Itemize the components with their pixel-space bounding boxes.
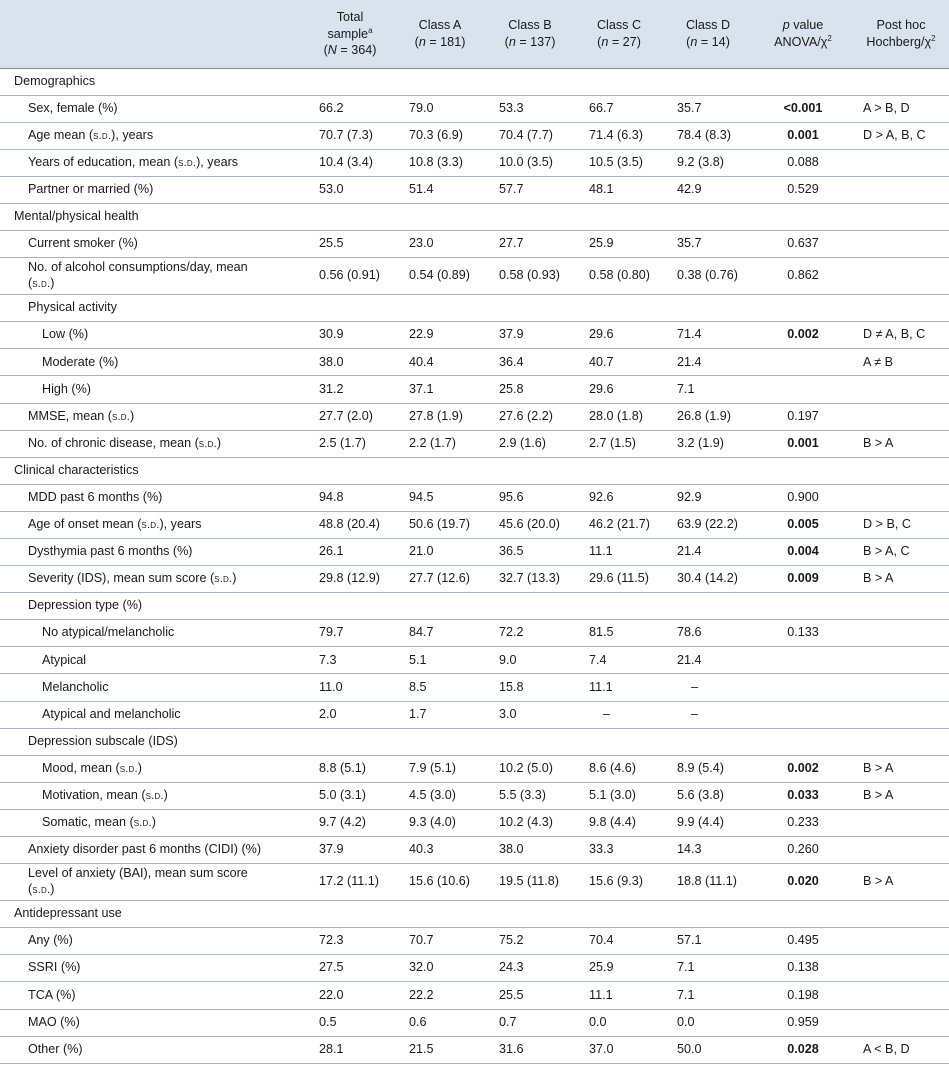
cell-class-b: 70.4 (7.7) <box>485 122 575 149</box>
cell-class-c: – <box>575 701 663 728</box>
section-row <box>0 68 949 95</box>
cell-p-value: 0.088 <box>753 149 853 176</box>
cell-class-c: 29.6 <box>575 322 663 349</box>
cell-class-d: 21.4 <box>663 349 753 376</box>
cell-class-d: 8.9 (5.4) <box>663 755 753 782</box>
row-label: No atypical/melancholic <box>0 620 305 647</box>
cell-post-hoc: D ≠ A, B, C <box>853 322 949 349</box>
cell-class-c: 8.6 (4.6) <box>575 755 663 782</box>
cell-class-c: 2.7 (1.5) <box>575 430 663 457</box>
cell-p-value <box>753 376 853 403</box>
table-row <box>0 955 949 982</box>
cell-post-hoc <box>853 982 949 1009</box>
cell-post-hoc <box>853 231 949 258</box>
cell-class-d: 42.9 <box>663 176 753 203</box>
row-label: Level of anxiety (BAI), mean sum score (s.d.) <box>0 864 305 901</box>
row-label: Atypical and melancholic <box>0 701 305 728</box>
section-clinical: Clinical characteristics <box>0 457 949 484</box>
row-label: SSRI (%) <box>0 955 305 982</box>
table-row <box>0 1036 949 1063</box>
cell-post-hoc <box>853 403 949 430</box>
cell-class-a: 22.9 <box>395 322 485 349</box>
cell-class-b: 24.3 <box>485 955 575 982</box>
row-label: Melancholic <box>0 674 305 701</box>
cell-class-b: 9.0 <box>485 647 575 674</box>
row-label: Partner or married (%) <box>0 176 305 203</box>
table-row <box>0 782 949 809</box>
cell-total: 53.0 <box>305 176 395 203</box>
cell-post-hoc <box>853 674 949 701</box>
row-label: Motivation, mean (s.d.) <box>0 782 305 809</box>
cell-total: 28.1 <box>305 1036 395 1063</box>
cell-post-hoc <box>853 149 949 176</box>
cell-total: 30.9 <box>305 322 395 349</box>
cell-total: 0.5 <box>305 1009 395 1036</box>
cell-class-a: 22.2 <box>395 982 485 1009</box>
cell-p-value: 0.009 <box>753 566 853 593</box>
cell-class-d: 71.4 <box>663 322 753 349</box>
cell-class-a: 84.7 <box>395 620 485 647</box>
cell-class-a: 79.0 <box>395 95 485 122</box>
table-row <box>0 511 949 538</box>
cell-class-c: 81.5 <box>575 620 663 647</box>
cell-post-hoc: B > A <box>853 566 949 593</box>
row-label: MDD past 6 months (%) <box>0 484 305 511</box>
cell-class-b: 10.2 (5.0) <box>485 755 575 782</box>
table-row <box>0 231 949 258</box>
cell-p-value <box>753 349 853 376</box>
cell-class-d: 78.6 <box>663 620 753 647</box>
cell-class-a: 40.3 <box>395 837 485 864</box>
cell-class-b: 10.0 (3.5) <box>485 149 575 176</box>
row-label: Any (%) <box>0 928 305 955</box>
row-label: Other (%) <box>0 1036 305 1063</box>
row-label: Years of education, mean (s.d.), years <box>0 149 305 176</box>
cell-p-value <box>753 647 853 674</box>
cell-class-c: 25.9 <box>575 231 663 258</box>
cell-class-b: 27.7 <box>485 231 575 258</box>
row-label: Current smoker (%) <box>0 231 305 258</box>
cell-p-value: 0.133 <box>753 620 853 647</box>
cell-p-value: 0.001 <box>753 430 853 457</box>
cell-post-hoc <box>853 176 949 203</box>
row-label: Age mean (s.d.), years <box>0 122 305 149</box>
cell-class-a: 9.3 (4.0) <box>395 809 485 836</box>
cell-class-b: 32.7 (13.3) <box>485 566 575 593</box>
cell-post-hoc: A < B, D <box>853 1036 949 1063</box>
table-row <box>0 95 949 122</box>
table-row <box>0 593 949 620</box>
row-label: High (%) <box>0 376 305 403</box>
cell-class-a: 0.54 (0.89) <box>395 258 485 295</box>
cell-class-b: 38.0 <box>485 837 575 864</box>
cell-class-b: 27.6 (2.2) <box>485 403 575 430</box>
cell-post-hoc: B > A <box>853 430 949 457</box>
cell-p-value: 0.637 <box>753 231 853 258</box>
cell-class-b: 3.0 <box>485 701 575 728</box>
cell-class-c: 5.1 (3.0) <box>575 782 663 809</box>
cell-total: 72.3 <box>305 928 395 955</box>
cell-class-c: 28.0 (1.8) <box>575 403 663 430</box>
cell-post-hoc <box>853 837 949 864</box>
cell-p-value: 0.197 <box>753 403 853 430</box>
cell-post-hoc <box>853 955 949 982</box>
row-label: Moderate (%) <box>0 349 305 376</box>
cell-class-c: 33.3 <box>575 837 663 864</box>
cell-class-b: 72.2 <box>485 620 575 647</box>
table-row <box>0 728 949 755</box>
cell-class-a: 27.7 (12.6) <box>395 566 485 593</box>
cell-class-d: 78.4 (8.3) <box>663 122 753 149</box>
section-antidepressant: Antidepressant use <box>0 901 949 928</box>
cell-p-value: 0.020 <box>753 864 853 901</box>
header-class-a: Class A (n = 181) <box>395 0 485 68</box>
cell-class-b: 57.7 <box>485 176 575 203</box>
cell-class-b: 45.6 (20.0) <box>485 511 575 538</box>
table-row <box>0 176 949 203</box>
row-label: TCA (%) <box>0 982 305 1009</box>
cell-class-b: 25.8 <box>485 376 575 403</box>
cell-class-a: 1.7 <box>395 701 485 728</box>
cell-post-hoc <box>853 928 949 955</box>
cell-class-c: 71.4 (6.3) <box>575 122 663 149</box>
cell-class-a: 2.2 (1.7) <box>395 430 485 457</box>
table-row <box>0 620 949 647</box>
cell-class-a: 94.5 <box>395 484 485 511</box>
cell-class-d: 21.4 <box>663 647 753 674</box>
cell-p-value: 0.495 <box>753 928 853 955</box>
cell-post-hoc <box>853 647 949 674</box>
table-row <box>0 322 949 349</box>
cell-p-value: 0.028 <box>753 1036 853 1063</box>
cell-class-d: 14.3 <box>663 837 753 864</box>
cell-total: 27.7 (2.0) <box>305 403 395 430</box>
cell-class-a: 4.5 (3.0) <box>395 782 485 809</box>
cell-total: 94.8 <box>305 484 395 511</box>
cell-class-a: 50.6 (19.7) <box>395 511 485 538</box>
cell-post-hoc: D > B, C <box>853 511 949 538</box>
cell-post-hoc: A ≠ B <box>853 349 949 376</box>
table-row <box>0 566 949 593</box>
cell-class-d: 18.8 (11.1) <box>663 864 753 901</box>
table-row <box>0 484 949 511</box>
cell-class-c: 15.6 (9.3) <box>575 864 663 901</box>
cell-class-d: 5.6 (3.8) <box>663 782 753 809</box>
cell-total: 11.0 <box>305 674 395 701</box>
row-label: MAO (%) <box>0 1009 305 1036</box>
cell-class-c: 9.8 (4.4) <box>575 809 663 836</box>
cell-p-value: 0.862 <box>753 258 853 295</box>
cell-class-c: 37.0 <box>575 1036 663 1063</box>
table-row <box>0 403 949 430</box>
cell-class-b: 15.8 <box>485 674 575 701</box>
cell-class-c: 70.4 <box>575 928 663 955</box>
cell-total: 38.0 <box>305 349 395 376</box>
cell-class-a: 21.0 <box>395 539 485 566</box>
cell-total: 10.4 (3.4) <box>305 149 395 176</box>
table-row <box>0 755 949 782</box>
row-label: Low (%) <box>0 322 305 349</box>
cell-total: 37.9 <box>305 837 395 864</box>
cell-class-a: 32.0 <box>395 955 485 982</box>
cell-class-a: 23.0 <box>395 231 485 258</box>
row-label: No. of alcohol consumptions/day, mean (s.d.) <box>0 258 305 295</box>
cell-total: 27.5 <box>305 955 395 982</box>
row-label: Depression type (%) <box>0 593 949 620</box>
cell-class-b: 31.6 <box>485 1036 575 1063</box>
header-class-c: Class C (n = 27) <box>575 0 663 68</box>
cell-class-c: 7.4 <box>575 647 663 674</box>
cell-class-b: 36.4 <box>485 349 575 376</box>
table-row <box>0 122 949 149</box>
row-label: MMSE, mean (s.d.) <box>0 403 305 430</box>
header-blank <box>0 0 305 68</box>
cell-class-d: 3.2 (1.9) <box>663 430 753 457</box>
table-row <box>0 539 949 566</box>
section-demographics: Demographics <box>0 68 949 95</box>
cell-class-d: 7.1 <box>663 982 753 1009</box>
cell-post-hoc: A > B, D <box>853 95 949 122</box>
cell-total: 70.7 (7.3) <box>305 122 395 149</box>
cell-total: 7.3 <box>305 647 395 674</box>
cell-post-hoc <box>853 258 949 295</box>
cell-class-b: 2.9 (1.6) <box>485 430 575 457</box>
cell-class-d: – <box>663 701 753 728</box>
cell-class-c: 11.1 <box>575 982 663 1009</box>
table-row <box>0 1009 949 1036</box>
table-row <box>0 928 949 955</box>
row-label: Atypical <box>0 647 305 674</box>
header-row <box>0 0 949 68</box>
cell-class-c: 46.2 (21.7) <box>575 511 663 538</box>
row-label: Sex, female (%) <box>0 95 305 122</box>
cell-class-a: 10.8 (3.3) <box>395 149 485 176</box>
section-row <box>0 457 949 484</box>
cell-class-b: 53.3 <box>485 95 575 122</box>
row-label: Mood, mean (s.d.) <box>0 755 305 782</box>
row-label: Dysthymia past 6 months (%) <box>0 539 305 566</box>
table-row <box>0 349 949 376</box>
row-label: Severity (IDS), mean sum score (s.d.) <box>0 566 305 593</box>
cell-class-d: 0.38 (0.76) <box>663 258 753 295</box>
cell-total: 9.7 (4.2) <box>305 809 395 836</box>
table-row <box>0 982 949 1009</box>
cell-p-value: 0.959 <box>753 1009 853 1036</box>
row-label: Physical activity <box>0 295 949 322</box>
cell-p-value: 0.900 <box>753 484 853 511</box>
row-label: Somatic, mean (s.d.) <box>0 809 305 836</box>
cell-post-hoc <box>853 809 949 836</box>
cell-post-hoc: B > A <box>853 864 949 901</box>
cell-class-d: 7.1 <box>663 376 753 403</box>
row-label: Depression subscale (IDS) <box>0 728 949 755</box>
cell-post-hoc <box>853 484 949 511</box>
cell-class-d: 50.0 <box>663 1036 753 1063</box>
cell-class-d: 35.7 <box>663 95 753 122</box>
cell-total: 29.8 (12.9) <box>305 566 395 593</box>
cell-p-value: 0.233 <box>753 809 853 836</box>
cell-class-a: 40.4 <box>395 349 485 376</box>
cell-total: 22.0 <box>305 982 395 1009</box>
header-p-value: p value ANOVA/$\chi^2$ <box>753 0 853 68</box>
cell-class-d: 26.8 (1.9) <box>663 403 753 430</box>
cell-class-b: 37.9 <box>485 322 575 349</box>
cell-post-hoc: B > A <box>853 782 949 809</box>
table-row <box>0 701 949 728</box>
cell-class-a: 70.3 (6.9) <box>395 122 485 149</box>
cell-post-hoc: B > A, C <box>853 539 949 566</box>
cell-p-value: 0.001 <box>753 122 853 149</box>
table-row <box>0 837 949 864</box>
row-label: No. of chronic disease, mean (s.d.) <box>0 430 305 457</box>
cell-class-c: 0.58 (0.80) <box>575 258 663 295</box>
header-class-d: Class D (n = 14) <box>663 0 753 68</box>
cell-total: 79.7 <box>305 620 395 647</box>
header-total: Total sample$^a$ (N = 364) <box>305 0 395 68</box>
cell-class-d: 9.2 (3.8) <box>663 149 753 176</box>
cell-class-a: 5.1 <box>395 647 485 674</box>
cell-class-c: 92.6 <box>575 484 663 511</box>
cell-total: 17.2 (11.1) <box>305 864 395 901</box>
cell-p-value: 0.033 <box>753 782 853 809</box>
cell-post-hoc <box>853 1009 949 1036</box>
table-row <box>0 809 949 836</box>
cell-total: 2.0 <box>305 701 395 728</box>
cell-class-c: 11.1 <box>575 674 663 701</box>
cell-class-c: 0.0 <box>575 1009 663 1036</box>
cell-total: 31.2 <box>305 376 395 403</box>
cell-class-a: 27.8 (1.9) <box>395 403 485 430</box>
cell-p-value: <0.001 <box>753 95 853 122</box>
cell-class-b: 0.7 <box>485 1009 575 1036</box>
cell-p-value: 0.005 <box>753 511 853 538</box>
cell-total: 48.8 (20.4) <box>305 511 395 538</box>
cell-class-a: 37.1 <box>395 376 485 403</box>
cell-class-d: 30.4 (14.2) <box>663 566 753 593</box>
cell-total: 26.1 <box>305 539 395 566</box>
cell-class-b: 75.2 <box>485 928 575 955</box>
cell-total: 66.2 <box>305 95 395 122</box>
cell-p-value: 0.004 <box>753 539 853 566</box>
cell-p-value: 0.529 <box>753 176 853 203</box>
cell-post-hoc <box>853 701 949 728</box>
cell-class-d: 9.9 (4.4) <box>663 809 753 836</box>
cell-post-hoc <box>853 376 949 403</box>
cell-class-d: 7.1 <box>663 955 753 982</box>
cell-class-a: 7.9 (5.1) <box>395 755 485 782</box>
cell-class-b: 0.58 (0.93) <box>485 258 575 295</box>
section-mental-physical: Mental/physical health <box>0 203 949 230</box>
cell-p-value: 0.138 <box>753 955 853 982</box>
cell-p-value: 0.002 <box>753 755 853 782</box>
cell-class-a: 15.6 (10.6) <box>395 864 485 901</box>
row-label: Anxiety disorder past 6 months (CIDI) (%) <box>0 837 305 864</box>
cell-class-a: 8.5 <box>395 674 485 701</box>
cell-class-c: 25.9 <box>575 955 663 982</box>
cell-post-hoc: D > A, B, C <box>853 122 949 149</box>
table-row <box>0 258 949 295</box>
cell-class-c: 29.6 (11.5) <box>575 566 663 593</box>
cell-p-value: 0.198 <box>753 982 853 1009</box>
header-class-b: Class B (n = 137) <box>485 0 575 68</box>
cell-post-hoc <box>853 620 949 647</box>
header-post-hoc: Post hoc Hochberg/$\chi^2$ <box>853 0 949 68</box>
cell-class-c: 29.6 <box>575 376 663 403</box>
cell-total: 5.0 (3.1) <box>305 782 395 809</box>
cell-p-value: 0.002 <box>753 322 853 349</box>
cell-class-a: 70.7 <box>395 928 485 955</box>
cell-class-c: 48.1 <box>575 176 663 203</box>
table-row <box>0 864 949 901</box>
cell-total: 2.5 (1.7) <box>305 430 395 457</box>
cell-total: 8.8 (5.1) <box>305 755 395 782</box>
table-row <box>0 674 949 701</box>
cell-class-c: 66.7 <box>575 95 663 122</box>
section-row <box>0 203 949 230</box>
cell-p-value <box>753 674 853 701</box>
cell-class-b: 95.6 <box>485 484 575 511</box>
cell-class-b: 5.5 (3.3) <box>485 782 575 809</box>
cell-class-d: 21.4 <box>663 539 753 566</box>
cell-class-c: 11.1 <box>575 539 663 566</box>
cell-class-d: 35.7 <box>663 231 753 258</box>
cell-class-d: 92.9 <box>663 484 753 511</box>
cell-class-d: 57.1 <box>663 928 753 955</box>
cell-total: 25.5 <box>305 231 395 258</box>
cell-class-b: 10.2 (4.3) <box>485 809 575 836</box>
table-row <box>0 430 949 457</box>
cell-class-d: 0.0 <box>663 1009 753 1036</box>
table-row <box>0 376 949 403</box>
cell-class-a: 0.6 <box>395 1009 485 1036</box>
cell-p-value <box>753 701 853 728</box>
cell-class-d: – <box>663 674 753 701</box>
cell-class-b: 25.5 <box>485 982 575 1009</box>
cell-class-b: 36.5 <box>485 539 575 566</box>
cell-post-hoc: B > A <box>853 755 949 782</box>
cell-class-b: 19.5 (11.8) <box>485 864 575 901</box>
section-row <box>0 901 949 928</box>
cell-class-a: 21.5 <box>395 1036 485 1063</box>
row-label: Age of onset mean (s.d.), years <box>0 511 305 538</box>
cell-class-d: 63.9 (22.2) <box>663 511 753 538</box>
table-row <box>0 647 949 674</box>
cell-total: 0.56 (0.91) <box>305 258 395 295</box>
cell-class-a: 51.4 <box>395 176 485 203</box>
table-row <box>0 149 949 176</box>
table-row <box>0 295 949 322</box>
cell-p-value: 0.260 <box>753 837 853 864</box>
cell-class-c: 40.7 <box>575 349 663 376</box>
cell-class-c: 10.5 (3.5) <box>575 149 663 176</box>
